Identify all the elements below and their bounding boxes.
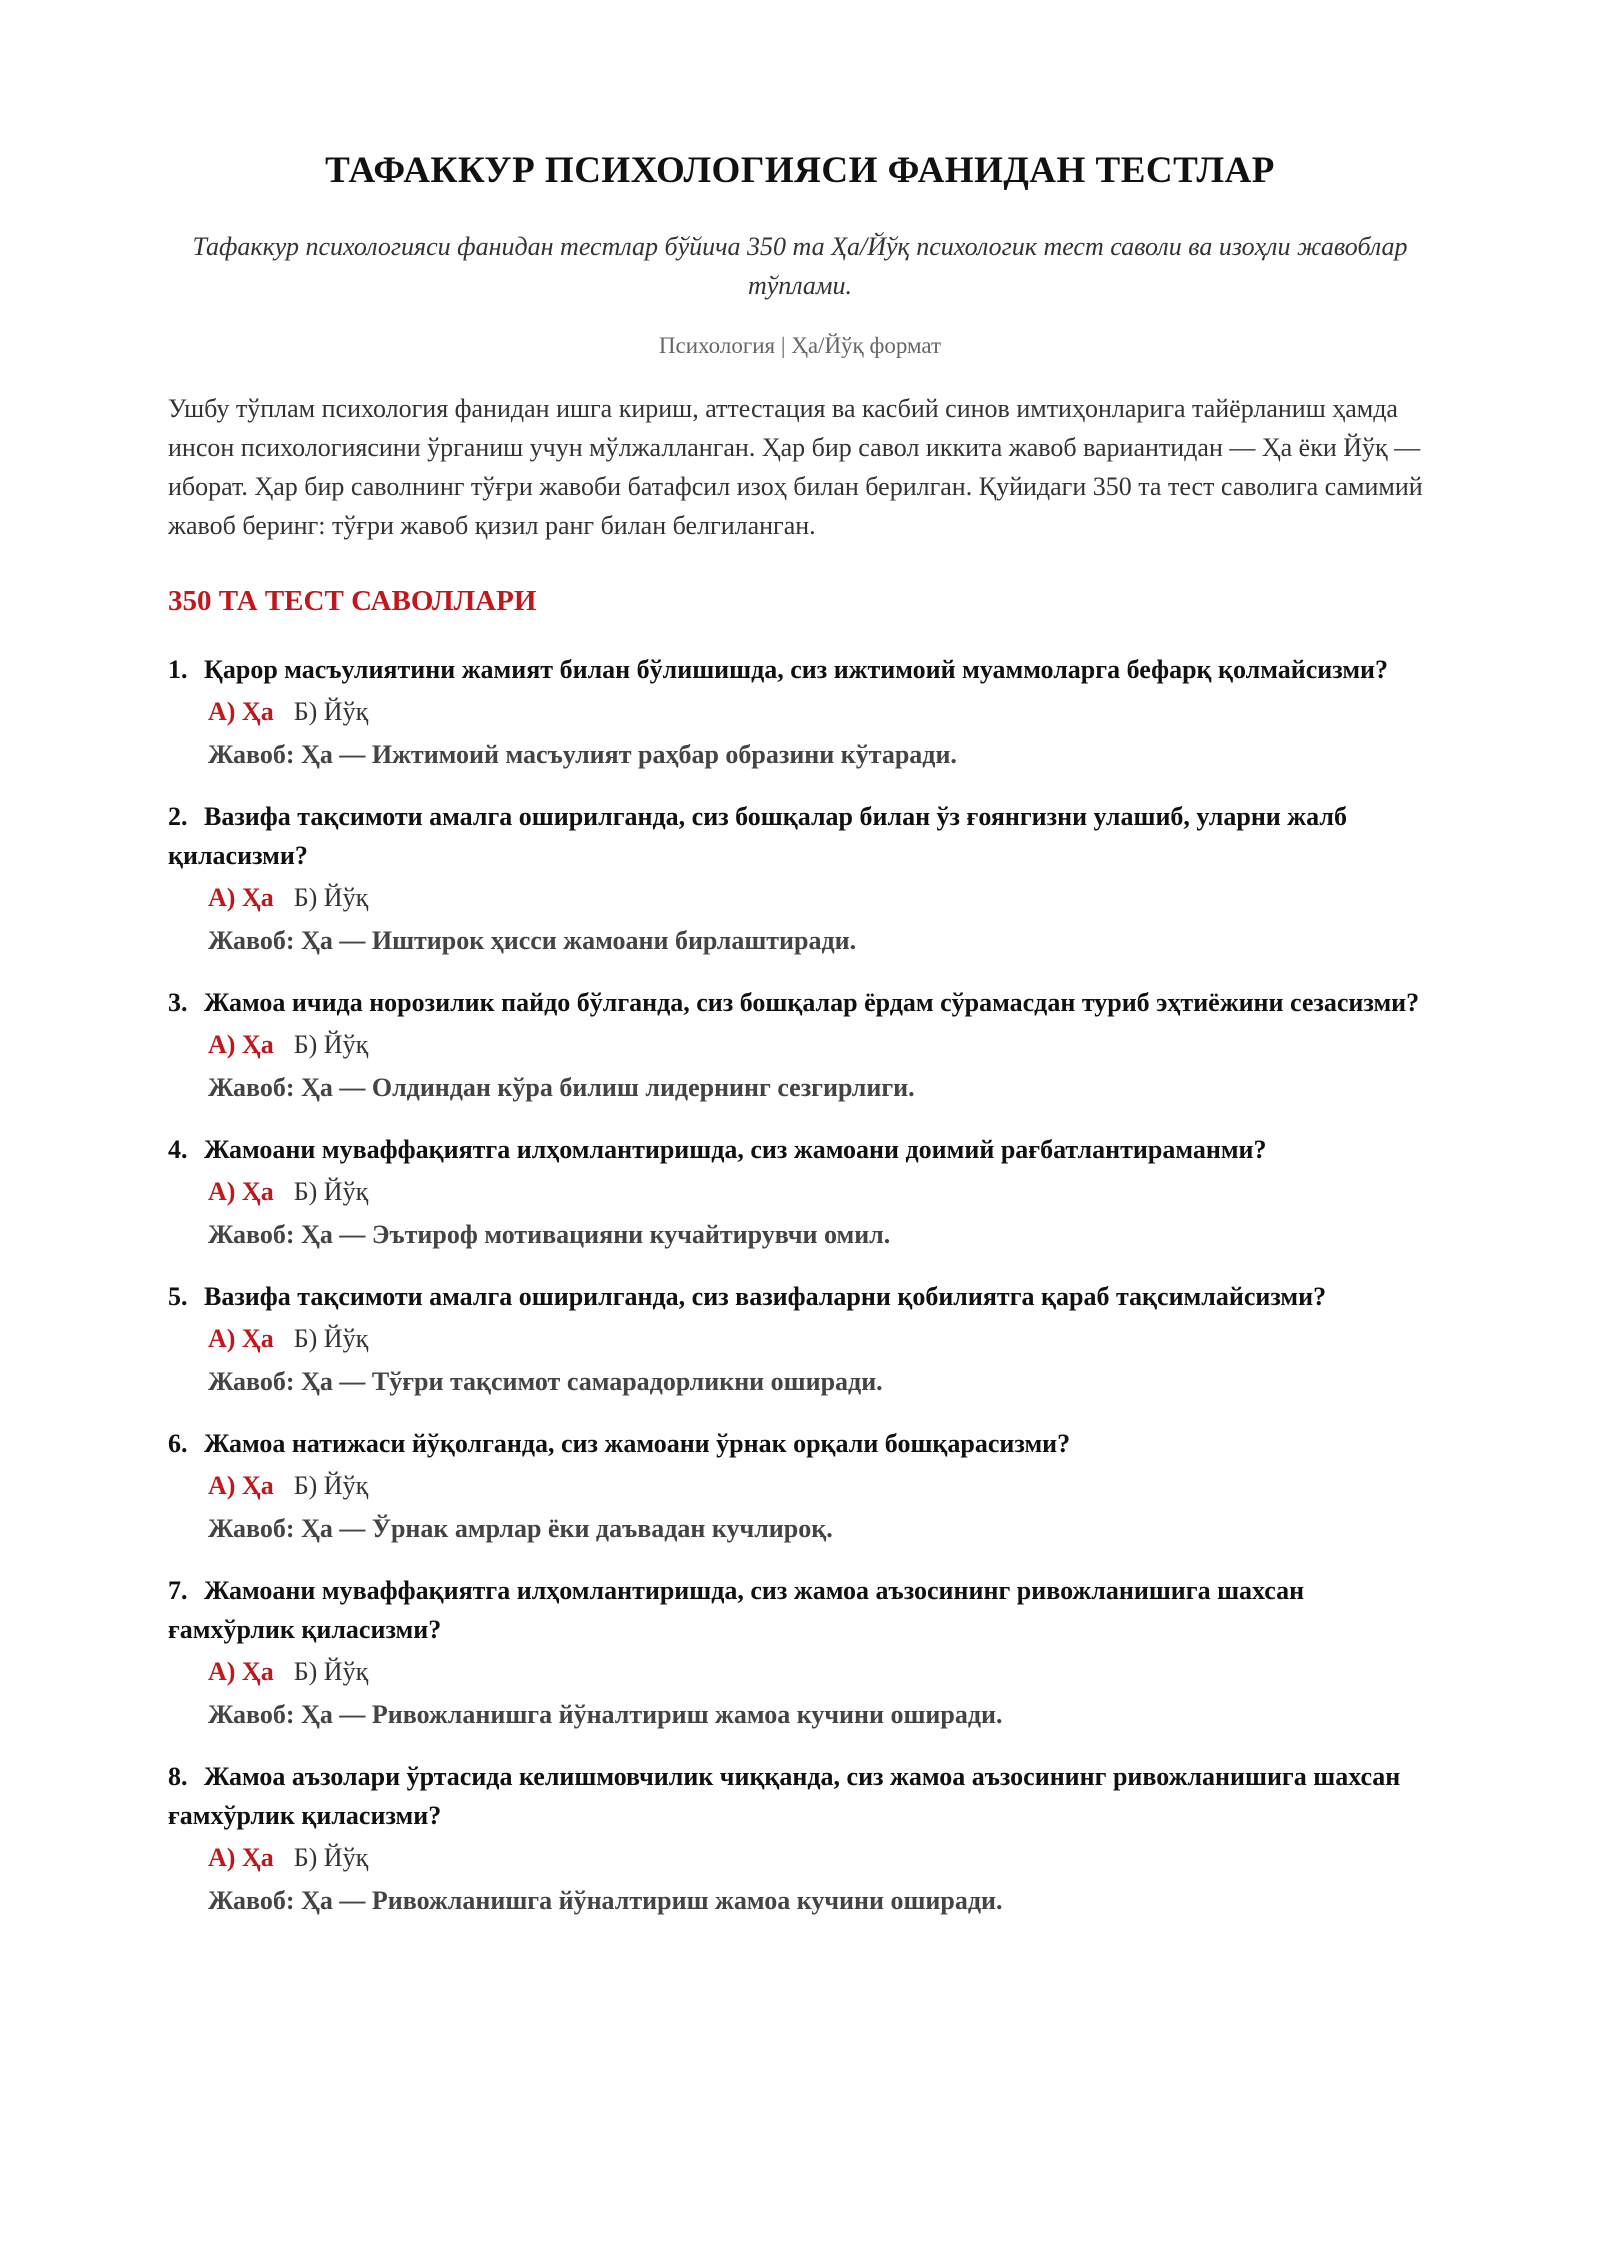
question-item xyxy=(168,1277,1432,1402)
question-number: 1. xyxy=(168,654,188,684)
answer-options xyxy=(168,877,1432,918)
question-body: Вазифа тақсимоти амалга оширилганда, сиз бошқалар билан ўз ғоянгизни улашиб, уларни жалб қиласизми? xyxy=(168,801,1347,870)
answer-explanation: Жавоб: Ҳа — Эътироф мотивацияни кучайтирувчи омил. xyxy=(208,1219,891,1249)
question-text xyxy=(168,1130,1432,1169)
option-a-correct: А) Ҳа xyxy=(208,1656,274,1686)
option-a-correct: А) Ҳа xyxy=(208,1176,274,1206)
answer-explanation: Жавоб: Ҳа — Олдиндан кўра билиш лидернинг сезгирлиги. xyxy=(208,1072,915,1102)
question-text xyxy=(168,983,1432,1022)
question-item xyxy=(168,1130,1432,1255)
answer-options xyxy=(168,1024,1432,1065)
question-body: Жамоани муваффақиятга илҳомлантиришда, сиз жамоани доимий рағбатлантираманми? xyxy=(204,1134,1267,1164)
option-a-correct: А) Ҳа xyxy=(208,1323,274,1353)
document-meta: Психология | Ҳа/Йўқ формат xyxy=(658,332,942,358)
question-text xyxy=(168,1571,1432,1649)
option-b: Б) Йўқ xyxy=(293,1323,369,1353)
question-text xyxy=(168,1757,1432,1835)
question-number: 5. xyxy=(168,1281,188,1311)
question-text xyxy=(168,1277,1432,1316)
option-b: Б) Йўқ xyxy=(293,1656,369,1686)
question-body: Вазифа тақсимоти амалга оширилганда, сиз вазифаларни қобилиятга қараб тақсимлайсизми? xyxy=(204,1281,1327,1311)
question-list xyxy=(168,650,1432,1921)
answer-options xyxy=(168,1318,1432,1359)
question-item xyxy=(168,650,1432,775)
document-title: ТАФАККУР ПСИХОЛОГИЯСИ ФАНИДАН ТЕСТЛАР xyxy=(325,150,1275,191)
document-intro: Ушбу тўплам психология фанидан ишга кириш, аттестация ва касбий синов имтиҳонларига тайёрланиш ҳамда инсон психологиясини ўрганиш учун мўлжалланган. Ҳар бир савол иккита жавоб вариантидан — Ҳа ёки Йўқ — иборат. Ҳар бир саволнинг тўғри жавоби батафсил изоҳ билан берилган. Қуйидаги 350 та тест саволига самимий жавоб беринг: тўғри жавоб қизил ранг билан белгиланган. xyxy=(168,393,1423,540)
answer-explanation: Жавоб: Ҳа — Иштирок ҳисси жамоани бирлаштиради. xyxy=(208,925,857,955)
question-body: Жамоа аъзолари ўртасида келишмовчилик чиққанда, сиз жамоа аъзосининг ривожланишига шахсан ғамхўрлик қиласизми? xyxy=(168,1761,1401,1830)
question-text xyxy=(168,797,1432,875)
option-a-correct: А) Ҳа xyxy=(208,696,274,726)
answer-explanation: Жавоб: Ҳа — Тўғри тақсимот самарадорликни оширади. xyxy=(208,1366,883,1396)
question-item xyxy=(168,1571,1432,1735)
option-a-correct: А) Ҳа xyxy=(208,882,274,912)
question-text xyxy=(168,650,1432,689)
question-number: 6. xyxy=(168,1428,188,1458)
option-b: Б) Йўқ xyxy=(293,696,369,726)
answer-explanation: Жавоб: Ҳа — Ривожланишга йўналтириш жамоа кучини оширади. xyxy=(208,1699,1003,1729)
answer-options xyxy=(168,1837,1432,1878)
option-b: Б) Йўқ xyxy=(293,1029,369,1059)
option-b: Б) Йўқ xyxy=(293,882,369,912)
option-a-correct: А) Ҳа xyxy=(208,1470,274,1500)
question-item xyxy=(168,1757,1432,1921)
question-body: Жамоани муваффақиятга илҳомлантиришда, сиз жамоа аъзосининг ривожланишига шахсан ғамхўрлик қиласизми? xyxy=(168,1575,1305,1644)
option-b: Б) Йўқ xyxy=(293,1176,369,1206)
answer-options xyxy=(168,1171,1432,1212)
question-body: Жамоа ичида норозилик пайдо бўлганда, сиз бошқалар ёрдам сўрамасдан туриб эҳтиёжини сезасизми? xyxy=(204,987,1420,1017)
document-subtitle: Тафаккур психологияси фанидан тестлар бўйича 350 та Ҳа/Йўқ психологик тест саволи ва изоҳли жавоблар тўплами. xyxy=(192,231,1408,300)
option-b: Б) Йўқ xyxy=(293,1470,369,1500)
option-a-correct: А) Ҳа xyxy=(208,1029,274,1059)
answer-options xyxy=(168,1465,1432,1506)
question-item xyxy=(168,797,1432,961)
question-item xyxy=(168,983,1432,1108)
question-body: Жамоа натижаси йўқолганда, сиз жамоани ўрнак орқали бошқарасизми? xyxy=(204,1428,1071,1458)
question-body: Қарор масъулиятини жамият билан бўлишишда, сиз ижтимоий муаммоларга бефарқ қолмайсизми? xyxy=(204,654,1389,684)
question-number: 4. xyxy=(168,1134,188,1164)
question-item xyxy=(168,1424,1432,1549)
question-number: 7. xyxy=(168,1575,188,1605)
question-text xyxy=(168,1424,1432,1463)
answer-explanation: Жавоб: Ҳа — Ижтимоий масъулият раҳбар образини кўтаради. xyxy=(208,739,957,769)
answer-explanation: Жавоб: Ҳа — Ривожланишга йўналтириш жамоа кучини оширади. xyxy=(208,1885,1003,1915)
answer-options xyxy=(168,691,1432,732)
section-heading: 350 ТА ТЕСТ САВОЛЛАРИ xyxy=(168,584,537,617)
option-b: Б) Йўқ xyxy=(293,1842,369,1872)
answer-options xyxy=(168,1651,1432,1692)
option-a-correct: А) Ҳа xyxy=(208,1842,274,1872)
question-number: 3. xyxy=(168,987,188,1017)
question-number: 8. xyxy=(168,1761,188,1791)
answer-explanation: Жавоб: Ҳа — Ўрнак амрлар ёки даъвадан кучлироқ. xyxy=(208,1513,833,1543)
question-number: 2. xyxy=(168,801,188,831)
